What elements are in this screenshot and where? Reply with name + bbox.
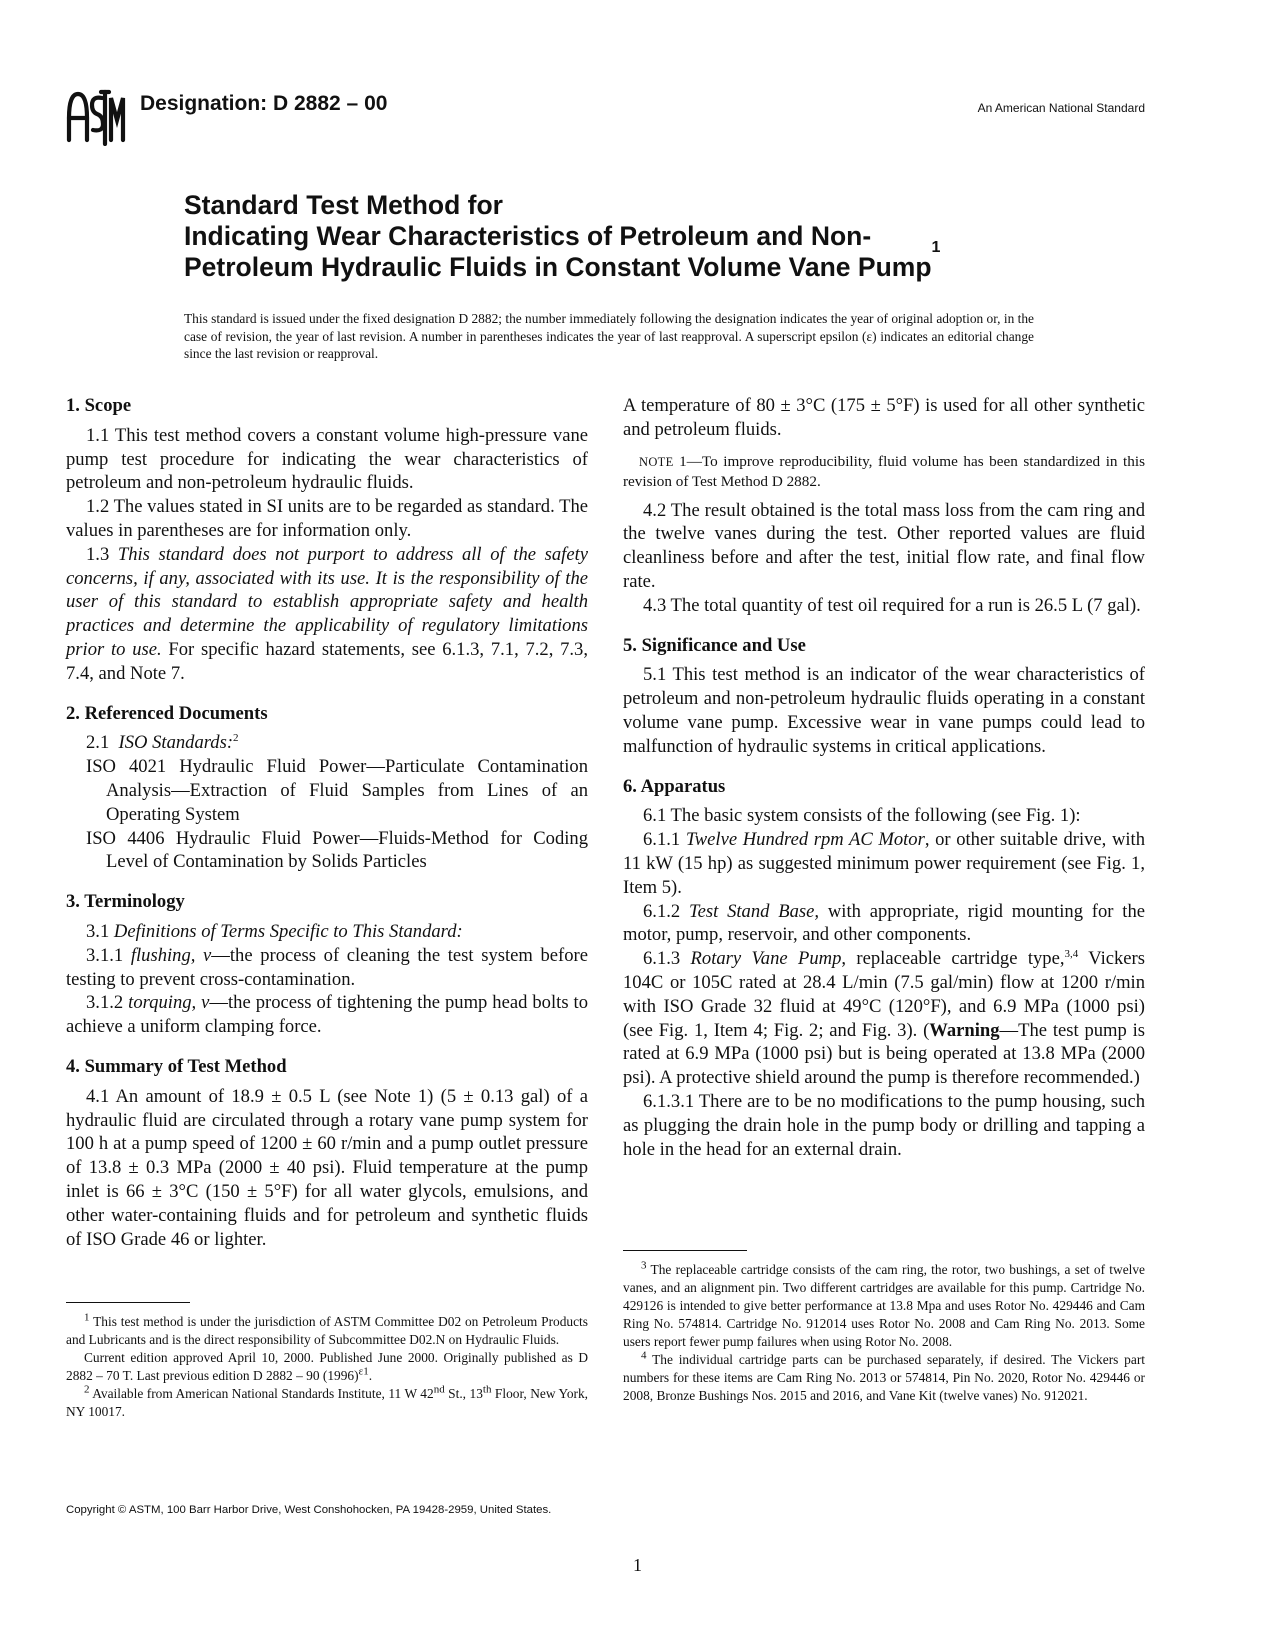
paragraph-6-1-1: 6.1.1 Twelve Hundred rpm AC Motor, or other suitable drive, with 11 kW (15 hp) as suggested minimum power requirement (see Fig. 1, Item 5). <box>623 829 1145 898</box>
paragraph-6-1-3: 6.1.3 Rotary Vane Pump, replaceable cartridge type,$^{3,4}$ Vickers 104C or 105C rated at 28.4 L/min (7.5 gal/min) flow at 1200 r/min with ISO Grade 32 fluid at 49°C (120°F), and 6.9 MPa (1000 psi) (see Fig. 1, Item 4; Fig. 2; and Fig. 3). (Warning—The test pump is rated at 6.9 MPa (1000 psi) but is being operated at 13.8 MPa (2000 psi). A protective shield around the pump is therefore recommended.) <box>623 947 1145 1089</box>
paragraph-4-1-continued: A temperature of 80 ± 3°C (175 ± 5°F) is used for all other synthetic and petroleum fluids. <box>623 395 1145 440</box>
footnote-rule <box>66 1302 190 1303</box>
paragraph-1-2: 1.2 The values stated in SI units are to be regarded as standard. The values in parentheses are for information only. <box>66 496 588 541</box>
section-heading-summary: 4. Summary of Test Method <box>66 1055 287 1077</box>
svg-text:ASTM: ASTM <box>66 88 69 89</box>
footnote-2: $^2$ Available from American National Standards Institute, 11 W 42nd St., 13th Floor, New York, NY 10017. <box>66 1383 589 1419</box>
paragraph-1-1: 1.1 This test method covers a constant volume high-pressure vane pump test procedure for indicating the wear characteristics of petroleum and non-petroleum hydraulic fluids. <box>66 424 588 494</box>
page-number: 1 <box>633 1555 642 1575</box>
footnote-1-edition: Current edition approved April 10, 2000. Published June 2000. Originally published as D 2882 – 70 T. Last previous edition D 2882 – 90 $(1996)^{\varepsilon 1}$. <box>66 1350 588 1383</box>
footnotes-right <box>623 1250 1145 1405</box>
paragraph-4-1: 4.1 An amount of 18.9 ± 0.5 L (see Note 1) (5 ± 0.13 gal) of a hydraulic fluid are circulated through a rotary vane pump system for 100 h at a pump speed of 1200 ± 60 r/min and a pump outlet pressure of 13.8 ± 0.3 MPa (2000 ± 40 psi). Fluid temperature at the pump inlet is 66 ± 3°C (150 ± 5°F) for all water glycols, emulsions, and other water-containing fluids and for petroleum and synthetic fluids of ISO Grade 46 or lighter. <box>66 1085 588 1250</box>
copyright: Copyright © ASTM, 100 Barr Harbor Drive, West Conshohocken, PA 19428-2959, United States. <box>66 1504 552 1516</box>
designation: Designation: D 2882 – 00 <box>140 92 388 115</box>
title-line-2: Indicating Wear Characteristics of Petroleum and Non- <box>184 221 872 251</box>
note-1: NOTE 1—To improve reproducibility, fluid volume has been standardized in this revision of Test Method D 2882. <box>623 452 1145 490</box>
designation-notice: This standard is issued under the fixed designation D 2882; the number immediately following the designation indicates the year of original adoption or, in the case of revision, the year of last revision. A number in parentheses indicates the year of last reapproval. A superscript epsilon (ε) indicates an editorial change since the last revision or reapproval. <box>184 311 1034 361</box>
section-heading-terminology: 3. Terminology <box>66 891 185 913</box>
footnote-1: $^1$ This test method is under the jurisdiction of ASTM Committee D02 on Petroleum Products and Lubricants and is the direct responsibility of Subcommittee D02.N on Hydraulic Fluids. <box>66 1311 588 1347</box>
paragraph-3-1: 3.1 Definitions of Terms Specific to This Standard: <box>86 920 463 942</box>
title-footnote-ref: 1 <box>931 239 941 256</box>
warning-label: Warning <box>929 1019 1000 1041</box>
page-header <box>66 88 1145 148</box>
footnote-3: $^3$ The replaceable cartridge consists of the cam ring, the rotor, two bushings, a set of twelve vanes, and an alignment pin. Two different cartridges are available for this pump. Cartridge No. 429126 is intended to give better performance at 13.8 Mpa and uses Rotor No. 429446 and Cam Ring No. 574814. Cartridge No. 912014 uses Rotor No. 2008 and Cam Ring No. 2013. Some users report fewer pump failures when using Rotor No. 2008. <box>623 1259 1145 1349</box>
paragraph-4-3: 4.3 The total quantity of test oil required for a run is 26.5 L (7 gal). <box>643 594 1141 616</box>
astm-logo <box>66 88 128 146</box>
paragraph-6-1-2: 6.1.2 Test Stand Base, with appropriate, rigid mounting for the motor, pump, reservoir, and other components. <box>623 900 1146 946</box>
footnotes-left <box>66 1302 588 1421</box>
reference-iso-4406: ISO 4406 Hydraulic Fluid Power—Fluids-Method for Coding Level of Contamination by Solids Particles <box>86 827 588 873</box>
paragraph-3-1-2: 3.1.2 torquing, v—the process of tightening the pump head bolts to achieve a uniform clamping force. <box>66 992 588 1038</box>
section-heading-significance: 5. Significance and Use <box>623 634 806 656</box>
document-title <box>184 190 1084 283</box>
paragraph-2-1: 2.1 ISO Standards:$^2$ <box>86 732 239 754</box>
section-heading-apparatus: 6. Apparatus <box>623 775 726 797</box>
paragraph-3-1-1: 3.1.1 flushing, v—the process of cleaning the test system before testing to prevent cross-contamination. <box>66 944 588 990</box>
left-column <box>66 394 588 1251</box>
section-heading-scope: 1. Scope <box>66 395 132 416</box>
paragraph-1-3: 1.3 This standard does not purport to address all of the safety concerns, if any, associated with its use. It is the responsibility of the user of this standard to establish appropriate safety and health practices and determine the applicability of regulatory limitations prior to use. For specific hazard statements, see 6.1.3, 7.1, 7.2, 7.3, 7.4, and Note 7. <box>66 543 588 684</box>
paragraph-4-2: 4.2 The result obtained is the total mass loss from the cam ring and the twelve vanes during the test. Other reported values are fluid cleanliness before and after the test, initial flow rate, and final flow rate. <box>623 499 1145 592</box>
section-heading-referenced-documents: 2. Referenced Documents <box>66 702 268 724</box>
reference-iso-4021: ISO 4021 Hydraulic Fluid Power—Particulate Contamination Analysis—Extraction of Fluid Samples from Lines of an Operating System <box>86 756 588 825</box>
paragraph-6-1: 6.1 The basic system consists of the following (see Fig. 1): <box>643 805 1081 827</box>
paragraph-6-1-3-1: 6.1.3.1 There are to be no modifications to the pump housing, such as plugging the drain hole in the pump body or drilling and tapping a hole in the head for an external drain. <box>623 1090 1145 1160</box>
american-national-standard-label: An American National Standard <box>977 101 1145 115</box>
footnote-4: $^4$ The individual cartridge parts can be purchased separately, if desired. The Vickers part numbers for these items are Cam Ring No. 2013 or 574814, Pin No. 2020, Rotor No. 429446 or 2008, Bronze Bushings Nos. 2015 and 2016, and Vane Kit (twelve vanes) No. 912021. <box>623 1349 1146 1403</box>
footnote-rule <box>623 1250 747 1251</box>
paragraph-5-1: 5.1 This test method is an indicator of the wear characteristics of petroleum and non-petroleum hydraulic fluids operating in a constant volume vane pump. Excessive wear in vane pumps could lead to malfunction of hydraulic systems in critical applications. <box>623 664 1145 757</box>
title-line-1: Standard Test Method for <box>184 190 503 220</box>
right-column <box>623 394 1145 1161</box>
title-line-3: Petroleum Hydraulic Fluids in Constant Volume Vane Pump$^1$ <box>184 239 941 282</box>
